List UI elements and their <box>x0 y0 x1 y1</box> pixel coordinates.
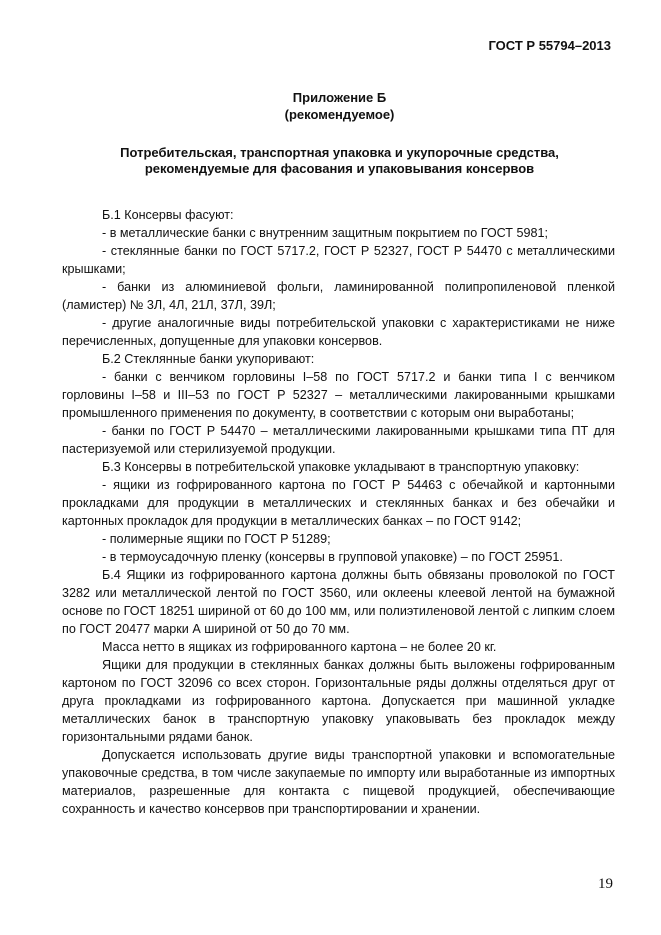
page-number: 19 <box>598 876 613 892</box>
paragraph-b1: Б.1 Консервы фасуют: <box>102 208 234 222</box>
list-item: - банки с венчиком горловины I–58 по ГОСТ 5717.2 и банки типа I с венчиком горловины I–58 и III–53 по ГОСТ Р 52327 – металлическими лакированными крышками промышленного применения по документу, в соответствии с которым они выработаны; <box>62 370 615 420</box>
list-item: - стеклянные банки по ГОСТ 5717.2, ГОСТ Р 52327, ГОСТ Р 54470 с металлическими крышками; <box>62 244 615 276</box>
section-title-line-2: рекомендуемые для фасования и упаковывания консервов <box>144 161 535 176</box>
appendix-status: (рекомендуемое) <box>284 107 395 122</box>
appendix-heading <box>62 89 617 123</box>
document-code: ГОСТ Р 55794–2013 <box>488 38 611 53</box>
appendix-title: Приложение Б <box>292 90 387 105</box>
paragraph: Ящики для продукции в стеклянных банках должны быть выложены гофрированным картоном по ГОСТ 32096 со всех сторон. Горизонтальные ряды должны отделяться друг от друга прокладками из гофрированного картона. Допускается при машинной укладке металлических банок в транспортную упаковку упаковывать без прокладок между горизонтальными рядами банок. <box>62 658 615 744</box>
list-item: - банки из алюминиевой фольги, ламинированной полипропиленовой пленкой (ламистер) № 3Л, 4Л, 21Л, 37Л, 39Л; <box>62 280 615 312</box>
list-item: - в металлические банки с внутренним защитным покрытием по ГОСТ 5981; <box>102 226 549 240</box>
paragraph-b3: Б.3 Консервы в потребительской упаковке укладывают в транспортную упаковку: <box>102 460 580 474</box>
list-item: - банки по ГОСТ Р 54470 – металлическими лакированными крышками типа ПТ для пастеризуемой или стерилизуемой продукции. <box>62 424 615 456</box>
section-title-line-1: Потребительская, транспортная упаковка и укупорочные средства, <box>120 145 559 160</box>
paragraph: Допускается использовать другие виды транспортной упаковки и вспомогательные упаковочные средства, в том числе закупаемые по импорту или выработанные из импортных материалов, разрешенные для контакта с пищевой продукцией, обеспечивающие сохранность и качество консервов при транспортировании и хранении. <box>62 748 615 816</box>
list-item: - полимерные ящики по ГОСТ Р 51289; <box>102 532 331 546</box>
paragraph: Масса нетто в ящиках из гофрированного картона – не более 20 кг. <box>102 640 497 654</box>
list-item: - ящики из гофрированного картона по ГОСТ Р 54463 с обечайкой и картонными прокладками для продукции в металлических и стеклянных банках и без обечайки и картонных прокладок для продукции в металлических банках – по ГОСТ 9142; <box>62 478 615 528</box>
list-item: - в термоусадочную пленку (консервы в групповой упаковке) – по ГОСТ 25951. <box>102 550 563 564</box>
section-title <box>62 145 617 177</box>
list-item: - другие аналогичные виды потребительской упаковки с характеристиками не ниже перечисленных, допущенные для упаковки консервов. <box>62 316 615 348</box>
paragraph-b2: Б.2 Стеклянные банки укупоривают: <box>102 352 315 366</box>
paragraph-b4: Б.4 Ящики из гофрированного картона должны быть обвязаны проволокой по ГОСТ 3282 или металлической лентой по ГОСТ 3560, или оклеены клеевой лентой на бумажной основе по ГОСТ 18251 шириной от 60 до 100 мм, или полиэтиленовой лентой с липким слоем по ГОСТ 20477 марки А шириной от 50 до 70 мм. <box>62 568 615 636</box>
body-text <box>62 206 615 818</box>
